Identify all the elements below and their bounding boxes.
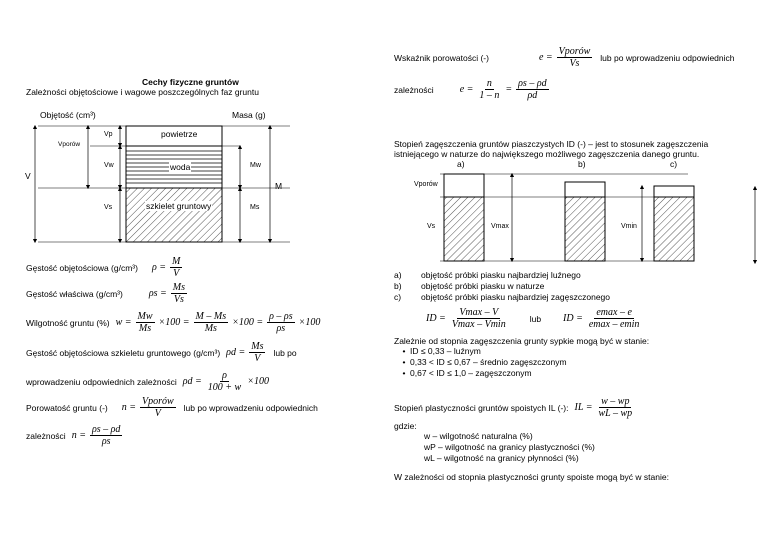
formula-dry-density: Gęstość objętościowa szkieletu gruntowego (g/cm³) ρd = $\frac{Ms}{V}$ lub po — [26, 341, 297, 364]
formula-moisture: Wilgotność gruntu (%) w = $\frac{Mw}{Ms}$ ×100 = $\frac{M - Ms}{Ms}$ ×100 = $\frac{\rho - \rho s}{\rho s}$ ×100 — [26, 311, 321, 334]
formula-dry-density-alt: wprowadzeniu odpowiednich zależności ρd = $\frac{\rho}{100 + w}$ ×100 — [26, 370, 269, 393]
sample-a-label: a) — [457, 159, 465, 169]
vmax-label: Vmax — [491, 223, 509, 230]
list-item: b) objętość próbki piasku w naturze — [394, 281, 545, 291]
vp-label: Vp — [104, 131, 113, 138]
sand-states-title: Zależnie od stopnia zagęszczenia grunty sypkie mogą być w stanie: — [394, 336, 650, 346]
water-label: woda — [170, 162, 191, 172]
density-index-intro-line-2: istniejącego w naturze do największego możliwego zagęszczenia danego gruntu. — [394, 149, 700, 159]
ms-label: Ms — [250, 204, 260, 211]
def-wp: wP – wilgotność na granicy plastyczności (%) — [424, 442, 595, 452]
vw-label: Vw — [104, 162, 114, 169]
density-diagram — [440, 174, 755, 262]
sample-b-label: b) — [578, 159, 586, 169]
solid-phase — [126, 188, 222, 242]
list-item: a) objętość próbki piasku najbardziej luźnego — [394, 270, 581, 280]
vs-label: Vs — [104, 204, 113, 211]
list-item: • 0,33 < ID ≤ 0,67 – średnio zagęszczonym — [398, 357, 567, 368]
mass-axis-label: Masa (g) — [232, 110, 266, 120]
sample-a-void — [444, 174, 484, 197]
sample-c-solid — [654, 197, 694, 261]
solid-label: szkielet gruntowy — [146, 201, 212, 211]
sample-a-solid — [444, 197, 484, 261]
v-label: V — [25, 171, 31, 181]
list-item: c) objętość próbki piasku najbardziej zagęszczonego — [394, 292, 611, 302]
formula-porosity: Porowatość gruntu (-) n = $\frac{\text{Vporów}}{V}$ lub po wprowadzeniu odpowiednich — [26, 396, 318, 419]
sample-c-label: c) — [670, 159, 678, 169]
mw-label: Mw — [250, 162, 261, 169]
def-wl: wL – wilgotność na granicy płynności (%) — [424, 453, 579, 463]
cohesive-states-title: W zależności od stopnia plastyczności grunty spoiste mogą być w stanie: — [394, 472, 669, 482]
vs-right-label: Vs — [427, 223, 436, 230]
vmin-label: Vmin — [621, 223, 637, 230]
vpor-right-label: Vporów — [414, 181, 438, 188]
density-index-intro-line-1: Stopień zagęszczenia gruntów piaszczystych ID (-) – jest to stosunek zagęszczenia — [394, 139, 709, 149]
sand-states-list — [398, 346, 567, 379]
formula-particle-density: Gęstość właściwa (g/cm³) ρs = $\frac{Ms}{Vs}$ — [26, 282, 186, 305]
formula-void-ratio: Wskaźnik porowatości (-) e = $\frac{\text{Vporów}}{Vs}$ lub po wprowadzeniu odpowiednich — [394, 46, 735, 69]
m-label: M — [275, 181, 283, 191]
formula-porosity-alt: zależności n = $\frac{\rho s - \rho d}{\rho s}$ — [26, 424, 121, 447]
air-label: powietrze — [161, 129, 198, 139]
formula-bulk-density: Gęstość objętościowa (g/cm³) ρ = $\frac{M}{V}$ — [26, 256, 181, 279]
list-item: • 0,67 < ID ≤ 1,0 – zagęszczonym — [398, 368, 567, 379]
formula-liquidity-index: Stopień plastyczności gruntów spoistych IL (-): IL = $\frac{w - wp}{wL - wp}$ — [394, 396, 633, 419]
volume-axis-label: Objętość (cm³) — [40, 110, 96, 120]
sample-b-void — [565, 182, 605, 197]
def-w: w – wilgotność naturalna (%) — [424, 431, 533, 441]
section-subtitle: Zależności objętościowe i wagowe poszczególnych faz gruntu — [26, 87, 259, 97]
formula-void-ratio-alt: zależności e = $\frac{n}{1 - n}$ = $\frac{\rho s - \rho d}{\rho d}$ — [394, 78, 547, 101]
sample-b-solid — [565, 197, 605, 261]
sample-c-void — [654, 186, 694, 197]
list-item: • ID ≤ 0,33 – luźnym — [398, 346, 567, 357]
formula-density-index: ID = $\frac{Vmax - V}{Vmax - Vmin}$ lub ID = $\frac{emax - e}{emax - emin}$ — [426, 307, 640, 330]
sample-legend — [394, 270, 610, 303]
section-title: Cechy fizyczne gruntów — [142, 77, 239, 87]
gdzie-label: gdzie: — [394, 421, 417, 431]
vpor-label: Vporów — [58, 141, 81, 148]
